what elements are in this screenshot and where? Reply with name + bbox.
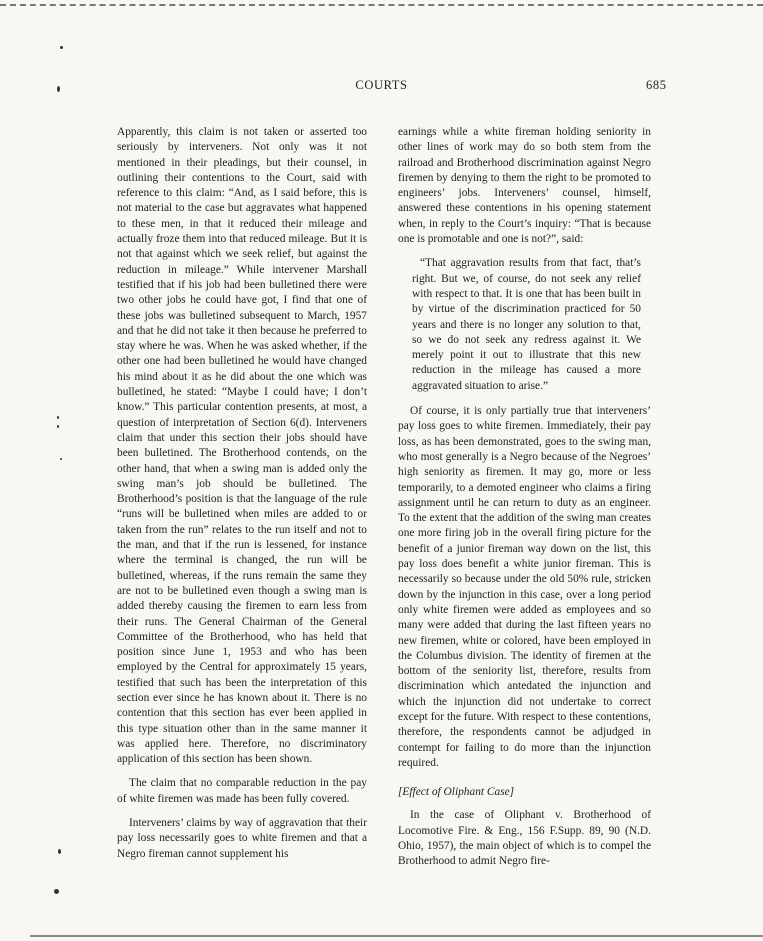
paragraph: Interveners’ claims by way of aggravation that their pay loss necessarily goes to white firemen and that a Negro fireman cannot supplement his — [117, 817, 367, 860]
paragraph: The claim that no comparable reduction in the pay of white firemen was made has been fully covered. — [117, 777, 367, 805]
section-subheading: [Effect of Oliphant Case] — [398, 786, 515, 799]
paragraph: Apparently, this claim is not taken or asserted too seriously by interveners. Not only was it not mentioned in their pleadings, but their counsel, in outlining their contentions to the Court, said with reference to this claim: “And, as I said before, this is not material to the case but aggravates what happened to these men, in that it reduced their mileage and actually froze them into that reduced mileage. But it is not that against which we seek relief, but against the reduction in mileage.” While intervener Marshall testified that if his job had been bulletined there were two other jobs he could have got, I find that one of these jobs was bulletined subsequent to March, 1957 and that he did not take it then because he preferred to stay where he was. When he was asked whether, if the other one had been bulletined he would have changed his mind about it as he did about the one which was bulletined, he stated: “Maybe I could have; I don’t know.” This particular contention presents, at most, a question of interpretation of Section 6(d). Interveners claim that under this section their jobs should have been bulletined. The Brotherhood contends, on the other hand, that when a swing man is added only the swing man’s job should be bulletined. The Brotherhood’s position is that the language of the rule “runs will be bulletined when miles are added to or taken from the run” relates to the run itself and not to the man, and that if the run is lessened, for instance where the terminal is changed, the run will be bulletined, whereas, if the runs remain the same they are not to be bulletined even though a swing man is added thereby causing the firemen to earn less from their runs. The General Chairman of the General Committee of the Brotherhood, who has held that position since June 1, 1953 and who has been employed by the Central for approximately 15 years, testified that such has been the interpretation of this section ever since he has known about it. There is no contention that this section has ever been applied in this type situation other than in the same manner it was applied here. Therefore, no discriminatory application of this section has been shown. — [117, 126, 367, 766]
page-top-edge — [0, 4, 763, 6]
scan-speck — [57, 425, 59, 428]
scan-speck — [54, 889, 59, 894]
running-header — [0, 78, 763, 96]
scan-speck — [60, 458, 62, 460]
paragraph: Of course, it is only partially true that interveners’ pay loss goes to white firemen. Immediately, their pay loss, as has been demonstrated, goes to the swing man, who most generally is a Negro because of the Negroes’ high seniority as firemen. It may go, more or less temporarily, to a demoted engineer who claims a firing assignment until he can return to duty as an engineer. To the extent that the addition of the swing man creates one more firing job in the overall firing picture for the benefit of a junior fireman way down on the list, this pay loss does benefit a white junior fireman. This is necessarily so because under the old 50% rule, stricken down by the injunction in this case, over a long period only white firemen were added as employees and so many were added that during the last fifteen years no new firemen, white or colored, have been employed in the Columbus division. The identity of firemen at the bottom of the seniority list, therefore, results from discrimination which antedated the injunction and which the injunction did not undertake to correct except for the future. With respect to these contentions, therefore, the respondents cannot be adjudged in contempt for failing to do more than the injunction required. — [398, 405, 651, 769]
paragraph: In the case of Oliphant v. Brotherhood of Locomotive Fire. & Eng., 156 F.Supp. 89, 90 (N.D. Ohio, 1957), the main object of which is to compel the Brotherhood to admit Negro fire- — [398, 809, 651, 868]
page-bottom-edge — [30, 935, 763, 937]
page-number: 685 — [646, 78, 667, 92]
scan-speck — [60, 46, 63, 49]
scan-speck — [57, 416, 59, 419]
running-title: COURTS — [355, 78, 408, 92]
paragraph: earnings while a white fireman holding seniority in other lines of work may do so both stem from the railroad and Brotherhood discrimination against Negro firemen by denying to them the right to be promoted to engineers’ jobs. Interveners’ counsel, himself, answered these contentions in his opening statement when, in reply to the Court’s inquiry: “That is because one is promotable and one is not?”, said: — [398, 126, 651, 246]
right-column — [398, 125, 651, 879]
block-quote: “That aggravation results from that fact, that’s right. But we, of course, do not seek any relief with respect to that. It is one that has been built in by virtue of the discrimination practiced for 50 years and there is no longer any solution to that, so we do not seek any redress against it. We merely point it out to illustrate that this new reduction in the mileage has caused a more aggravated situation to arise.” — [412, 257, 641, 392]
left-column — [117, 125, 367, 871]
scan-speck — [58, 849, 61, 854]
